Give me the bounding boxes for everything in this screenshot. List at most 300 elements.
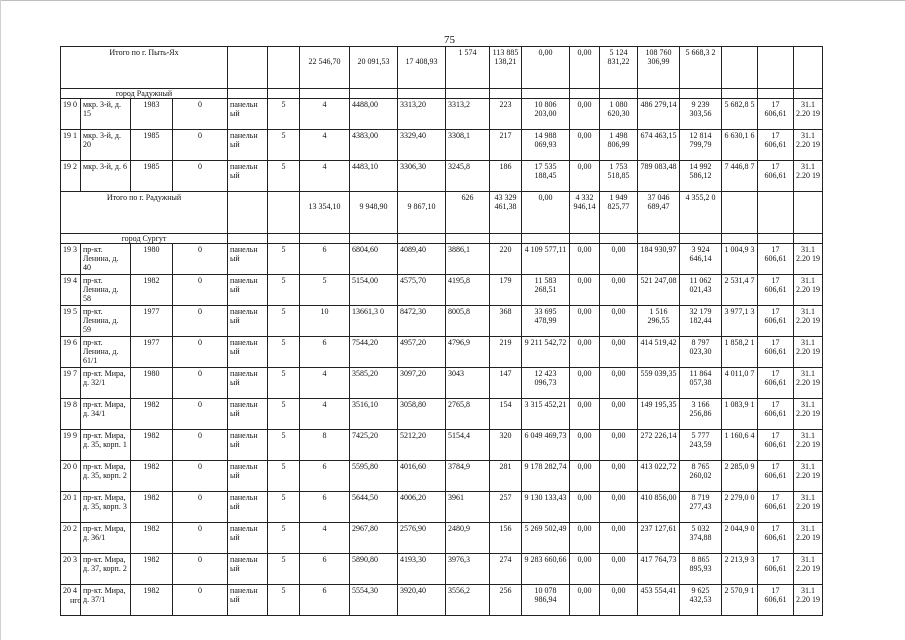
cell-p: 320 [490, 430, 522, 461]
empty-cell [758, 89, 794, 99]
cell-c3: 0,00 [600, 461, 638, 492]
empty-cell [446, 234, 490, 244]
cell-a2: 8472,30 [398, 306, 446, 337]
cell-c6: 2 279,0 0 [722, 492, 758, 523]
cell-c7: 17 606,61 [758, 523, 794, 554]
cell-c4: 453 554,41 [638, 585, 680, 616]
empty-cell [722, 234, 758, 244]
table-row [61, 368, 823, 399]
cell-en: 8 [300, 430, 350, 461]
cell-c5: 8 719 277,43 [680, 492, 722, 523]
cell-c7: 17 606,61 [758, 461, 794, 492]
total-cell: 1 949 825,77 [600, 192, 638, 234]
cell-n: 19 5 [61, 306, 81, 337]
cell-a2: 3920,40 [398, 585, 446, 616]
cell-z: 0 [173, 130, 228, 161]
cell-c1: 9 130 133,43 [522, 492, 570, 523]
empty-cell [794, 192, 823, 234]
cell-n: 19 1 [61, 130, 81, 161]
empty-cell [228, 234, 268, 244]
cell-c3: 0,00 [600, 523, 638, 554]
city-section-row [61, 234, 823, 244]
cell-mat: панельн ый [228, 399, 268, 430]
cell-a2: 3097,20 [398, 368, 446, 399]
table-row [61, 99, 823, 130]
cell-c1: 14 988 069,93 [522, 130, 570, 161]
cell-n: 19 7 [61, 368, 81, 399]
cell-c6: 5 682,8 5 [722, 99, 758, 130]
cell-c2: 0,00 [570, 461, 600, 492]
empty-cell [300, 89, 350, 99]
total-row-raduzhny [61, 192, 823, 234]
cell-c4: 272 226,14 [638, 430, 680, 461]
table-row [61, 306, 823, 337]
cell-year: 1982 [131, 430, 173, 461]
cell-c4: 237 127,61 [638, 523, 680, 554]
cell-c4: 149 195,35 [638, 399, 680, 430]
cell-c4: 414 519,42 [638, 337, 680, 368]
cell-c2: 0,00 [570, 554, 600, 585]
cell-a1: 7544,20 [350, 337, 398, 368]
table-row [61, 461, 823, 492]
cell-year: 1980 [131, 244, 173, 275]
cell-d: 31.1 2.20 19 [794, 368, 823, 399]
table-row [61, 585, 823, 616]
empty-cell [794, 89, 823, 99]
cell-a1: 7425,20 [350, 430, 398, 461]
empty-cell [680, 89, 722, 99]
cell-a2: 4957,20 [398, 337, 446, 368]
total-cell: 5 668,3 2 [680, 47, 722, 89]
cell-a3: 4796,9 [446, 337, 490, 368]
cell-mat: панельн ый [228, 430, 268, 461]
cell-mat: панельн ый [228, 275, 268, 306]
cell-addr: пр-кт. Мира, д. 37, корп. 2 [81, 554, 131, 585]
empty-cell [722, 47, 758, 89]
empty-cell [446, 89, 490, 99]
cell-fl: 5 [268, 430, 300, 461]
cell-c1: 33 695 478,99 [522, 306, 570, 337]
empty-cell [398, 234, 446, 244]
cell-z: 0 [173, 337, 228, 368]
cell-d: 31.1 2.20 19 [794, 461, 823, 492]
total-cell: 108 760 306,99 [638, 47, 680, 89]
cell-d: 31.1 2.20 19 [794, 275, 823, 306]
cell-c2: 0,00 [570, 368, 600, 399]
cell-a3: 3313,2 [446, 99, 490, 130]
cell-n: 19 6 [61, 337, 81, 368]
total-cell: 0,00 [570, 47, 600, 89]
total-cell: 626 [446, 192, 490, 234]
empty-cell [758, 234, 794, 244]
cell-en: 4 [300, 130, 350, 161]
cell-mat: панельн ый [228, 585, 268, 616]
cell-a3: 3308,1 [446, 130, 490, 161]
cell-a1: 5644,50 [350, 492, 398, 523]
footer-mark: нго [70, 596, 82, 605]
empty-cell [350, 89, 398, 99]
cell-a1: 5595,80 [350, 461, 398, 492]
cell-p: 256 [490, 585, 522, 616]
cell-z: 0 [173, 306, 228, 337]
table-row [61, 337, 823, 368]
cell-c3: 1 080 620,30 [600, 99, 638, 130]
cell-mat: панельн ый [228, 161, 268, 192]
empty-cell [300, 234, 350, 244]
cell-c1: 11 583 268,51 [522, 275, 570, 306]
cell-en: 6 [300, 244, 350, 275]
cell-d: 31.1 2.20 19 [794, 492, 823, 523]
cell-c5: 9 239 303,56 [680, 99, 722, 130]
cell-c4: 486 279,14 [638, 99, 680, 130]
cell-addr: пр-кт. Ленина, д. 58 [81, 275, 131, 306]
cell-en: 6 [300, 492, 350, 523]
cell-a1: 5554,30 [350, 585, 398, 616]
cell-c6: 6 630,1 6 [722, 130, 758, 161]
cell-n: 19 0 [61, 99, 81, 130]
cell-en: 6 [300, 585, 350, 616]
cell-addr: пр-кт. Мира, д. 35, корп. 3 [81, 492, 131, 523]
cell-p: 220 [490, 244, 522, 275]
total-cell: 9 867,10 [398, 192, 446, 234]
cell-p: 281 [490, 461, 522, 492]
cell-c5: 11 062 021,43 [680, 275, 722, 306]
table-row [61, 554, 823, 585]
cell-fl: 5 [268, 130, 300, 161]
cell-c2: 0,00 [570, 585, 600, 616]
total-cell: 113 885 138,21 [490, 47, 522, 89]
cell-p: 147 [490, 368, 522, 399]
cell-a1: 2967,80 [350, 523, 398, 554]
cell-addr: пр-кт. Мира, д. 34/1 [81, 399, 131, 430]
cell-z: 0 [173, 99, 228, 130]
cell-a1: 3516,10 [350, 399, 398, 430]
cell-a3: 3556,2 [446, 585, 490, 616]
cell-c7: 17 606,61 [758, 585, 794, 616]
cell-fl: 5 [268, 492, 300, 523]
scan-edge-left [0, 0, 1, 640]
cell-a1: 4488,00 [350, 99, 398, 130]
cell-a1: 6804,60 [350, 244, 398, 275]
cell-c1: 9 283 660,66 [522, 554, 570, 585]
cell-c7: 17 606,61 [758, 130, 794, 161]
cell-c3: 1 498 806,99 [600, 130, 638, 161]
cell-c5: 11 864 057,38 [680, 368, 722, 399]
table-row [61, 430, 823, 461]
cell-a2: 4575,70 [398, 275, 446, 306]
total-cell: 9 948,90 [350, 192, 398, 234]
cell-z: 0 [173, 461, 228, 492]
cell-mat: панельн ый [228, 99, 268, 130]
cell-c2: 0,00 [570, 399, 600, 430]
cell-c1: 10 806 203,00 [522, 99, 570, 130]
cell-p: 274 [490, 554, 522, 585]
cell-a1: 3585,20 [350, 368, 398, 399]
cell-a2: 4016,60 [398, 461, 446, 492]
total-cell: 43 329 461,38 [490, 192, 522, 234]
cell-c1: 5 269 502,49 [522, 523, 570, 554]
cell-c5: 12 814 799,79 [680, 130, 722, 161]
cell-a1: 4483,10 [350, 161, 398, 192]
cell-fl: 5 [268, 99, 300, 130]
empty-cell [600, 234, 638, 244]
table-row [61, 275, 823, 306]
empty-cell [268, 89, 300, 99]
cell-p: 223 [490, 99, 522, 130]
cell-year: 1985 [131, 161, 173, 192]
cell-c3: 1 753 518,85 [600, 161, 638, 192]
cell-c7: 17 606,61 [758, 430, 794, 461]
cell-en: 6 [300, 337, 350, 368]
cell-z: 0 [173, 585, 228, 616]
cell-fl: 5 [268, 368, 300, 399]
cell-c5: 3 924 646,14 [680, 244, 722, 275]
cell-a2: 4006,20 [398, 492, 446, 523]
table-row [61, 244, 823, 275]
cell-z: 0 [173, 161, 228, 192]
cell-p: 186 [490, 161, 522, 192]
cell-c1: 9 178 282,74 [522, 461, 570, 492]
cell-n: 19 4 [61, 275, 81, 306]
cell-year: 1982 [131, 585, 173, 616]
cell-n: 20 1 [61, 492, 81, 523]
cell-c6: 2 213,9 3 [722, 554, 758, 585]
cell-c5: 3 166 256,86 [680, 399, 722, 430]
cell-year: 1980 [131, 368, 173, 399]
cell-year: 1983 [131, 99, 173, 130]
cell-p: 156 [490, 523, 522, 554]
cell-a3: 3976,3 [446, 554, 490, 585]
page-number: 75 [444, 34, 455, 46]
cell-d: 31.1 2.20 19 [794, 430, 823, 461]
cell-addr: мкр. 3-й, д. 6 [81, 161, 131, 192]
cell-a1: 4383,00 [350, 130, 398, 161]
total-cell: 4 332 946,14 [570, 192, 600, 234]
cell-a1: 13661,3 0 [350, 306, 398, 337]
empty-cell [490, 89, 522, 99]
cell-c2: 0,00 [570, 161, 600, 192]
cell-en: 4 [300, 368, 350, 399]
cell-d: 31.1 2.20 19 [794, 306, 823, 337]
cell-c3: 0,00 [600, 554, 638, 585]
empty-cell [794, 234, 823, 244]
cell-addr: пр-кт. Ленина, д. 61/1 [81, 337, 131, 368]
cell-c2: 0,00 [570, 430, 600, 461]
cell-c4: 410 856,00 [638, 492, 680, 523]
cell-c6: 3 977,1 3 [722, 306, 758, 337]
cell-c5: 32 179 182,44 [680, 306, 722, 337]
cell-addr: мкр. 3-й, д. 20 [81, 130, 131, 161]
empty-cell [600, 89, 638, 99]
empty-cell [268, 192, 300, 234]
empty-cell [722, 89, 758, 99]
cell-mat: панельн ый [228, 492, 268, 523]
cell-c5: 8 865 895,93 [680, 554, 722, 585]
cell-c2: 0,00 [570, 275, 600, 306]
cell-fl: 5 [268, 554, 300, 585]
cell-c7: 17 606,61 [758, 244, 794, 275]
cell-c4: 559 039,35 [638, 368, 680, 399]
cell-en: 6 [300, 554, 350, 585]
cell-c5: 8 765 260,02 [680, 461, 722, 492]
cell-c5: 5 777 243,59 [680, 430, 722, 461]
cell-c2: 0,00 [570, 99, 600, 130]
city-heading: город Радужный [61, 89, 228, 99]
cell-d: 31.1 2.20 19 [794, 554, 823, 585]
cell-d: 31.1 2.20 19 [794, 130, 823, 161]
cell-c6: 1 858,2 1 [722, 337, 758, 368]
cell-z: 0 [173, 244, 228, 275]
cell-en: 6 [300, 461, 350, 492]
cell-en: 10 [300, 306, 350, 337]
total-cell: 13 354,10 [300, 192, 350, 234]
city-section-row [61, 89, 823, 99]
total-cell: 5 124 831,22 [600, 47, 638, 89]
housing-register-table [60, 46, 823, 616]
cell-c7: 17 606,61 [758, 492, 794, 523]
cell-c5: 5 032 374,88 [680, 523, 722, 554]
cell-a3: 4195,8 [446, 275, 490, 306]
cell-a3: 3043 [446, 368, 490, 399]
cell-p: 219 [490, 337, 522, 368]
cell-p: 179 [490, 275, 522, 306]
cell-c2: 0,00 [570, 337, 600, 368]
cell-c4: 1 516 296,55 [638, 306, 680, 337]
cell-year: 1977 [131, 306, 173, 337]
cell-c4: 184 930,97 [638, 244, 680, 275]
total-cell: 20 091,53 [350, 47, 398, 89]
cell-c1: 10 078 986,94 [522, 585, 570, 616]
cell-c4: 789 083,48 [638, 161, 680, 192]
cell-c6: 2 285,0 9 [722, 461, 758, 492]
cell-year: 1982 [131, 523, 173, 554]
cell-year: 1985 [131, 130, 173, 161]
cell-a3: 3961 [446, 492, 490, 523]
cell-n: 19 9 [61, 430, 81, 461]
cell-year: 1982 [131, 275, 173, 306]
cell-c3: 0,00 [600, 244, 638, 275]
table-row [61, 161, 823, 192]
cell-en: 5 [300, 275, 350, 306]
total-cell: 17 408,93 [398, 47, 446, 89]
cell-a2: 3058,80 [398, 399, 446, 430]
cell-p: 368 [490, 306, 522, 337]
cell-mat: панельн ый [228, 368, 268, 399]
empty-cell [522, 234, 570, 244]
cell-c7: 17 606,61 [758, 99, 794, 130]
cell-c7: 17 606,61 [758, 399, 794, 430]
cell-c3: 0,00 [600, 585, 638, 616]
cell-d: 31.1 2.20 19 [794, 244, 823, 275]
total-row-pyt-yakh [61, 47, 823, 89]
cell-mat: панельн ый [228, 461, 268, 492]
empty-cell [490, 234, 522, 244]
cell-c1: 6 049 469,73 [522, 430, 570, 461]
cell-addr: пр-кт. Ленина, д. 59 [81, 306, 131, 337]
cell-n: 19 2 [61, 161, 81, 192]
cell-c7: 17 606,61 [758, 368, 794, 399]
cell-fl: 5 [268, 161, 300, 192]
cell-a1: 5154,00 [350, 275, 398, 306]
cell-addr: мкр. 3-й, д. 15 [81, 99, 131, 130]
cell-a1: 5890,80 [350, 554, 398, 585]
empty-cell [680, 234, 722, 244]
cell-z: 0 [173, 523, 228, 554]
cell-fl: 5 [268, 399, 300, 430]
cell-c1: 3 315 452,21 [522, 399, 570, 430]
cell-c2: 0,00 [570, 492, 600, 523]
cell-a2: 3329,40 [398, 130, 446, 161]
empty-cell [350, 234, 398, 244]
cell-c6: 1 004,9 3 [722, 244, 758, 275]
cell-addr: пр-кт. Мира, д. 36/1 [81, 523, 131, 554]
cell-z: 0 [173, 275, 228, 306]
table-row [61, 399, 823, 430]
cell-mat: панельн ый [228, 337, 268, 368]
cell-c6: 2 044,9 0 [722, 523, 758, 554]
cell-n: 20 3 [61, 554, 81, 585]
cell-n: 19 8 [61, 399, 81, 430]
empty-cell [522, 89, 570, 99]
empty-cell [638, 234, 680, 244]
cell-p: 154 [490, 399, 522, 430]
empty-cell [228, 192, 268, 234]
cell-c6: 2 570,9 1 [722, 585, 758, 616]
cell-en: 4 [300, 99, 350, 130]
cell-n: 19 3 [61, 244, 81, 275]
empty-cell [228, 47, 268, 89]
cell-a2: 5212,20 [398, 430, 446, 461]
cell-c4: 417 764,73 [638, 554, 680, 585]
total-cell: 0,00 [522, 192, 570, 234]
cell-c5: 9 625 432,53 [680, 585, 722, 616]
cell-year: 1982 [131, 399, 173, 430]
table-row [61, 492, 823, 523]
total-cell: 1 574 [446, 47, 490, 89]
empty-cell [228, 89, 268, 99]
cell-z: 0 [173, 399, 228, 430]
total-cell: 37 046 689,47 [638, 192, 680, 234]
total-cell: 22 546,70 [300, 47, 350, 89]
cell-c1: 4 109 577,11 [522, 244, 570, 275]
cell-c2: 0,00 [570, 130, 600, 161]
cell-a3: 8005,8 [446, 306, 490, 337]
cell-c3: 0,00 [600, 368, 638, 399]
cell-d: 31.1 2.20 19 [794, 337, 823, 368]
cell-p: 217 [490, 130, 522, 161]
cell-z: 0 [173, 492, 228, 523]
cell-d: 31.1 2.20 19 [794, 399, 823, 430]
cell-c7: 17 606,61 [758, 554, 794, 585]
cell-fl: 5 [268, 461, 300, 492]
cell-a3: 5154,4 [446, 430, 490, 461]
cell-en: 4 [300, 161, 350, 192]
cell-d: 31.1 2.20 19 [794, 585, 823, 616]
empty-cell [570, 234, 600, 244]
cell-c3: 0,00 [600, 430, 638, 461]
cell-a3: 3784,9 [446, 461, 490, 492]
scan-edge-top [0, 0, 905, 1]
cell-addr: пр-кт. Мира, д. 35, корп. 1 [81, 430, 131, 461]
empty-cell [722, 192, 758, 234]
cell-c2: 0,00 [570, 523, 600, 554]
cell-d: 31.1 2.20 19 [794, 523, 823, 554]
cell-c5: 14 992 586,12 [680, 161, 722, 192]
table-row [61, 130, 823, 161]
cell-c6: 7 446,8 7 [722, 161, 758, 192]
cell-year: 1977 [131, 337, 173, 368]
cell-p: 257 [490, 492, 522, 523]
